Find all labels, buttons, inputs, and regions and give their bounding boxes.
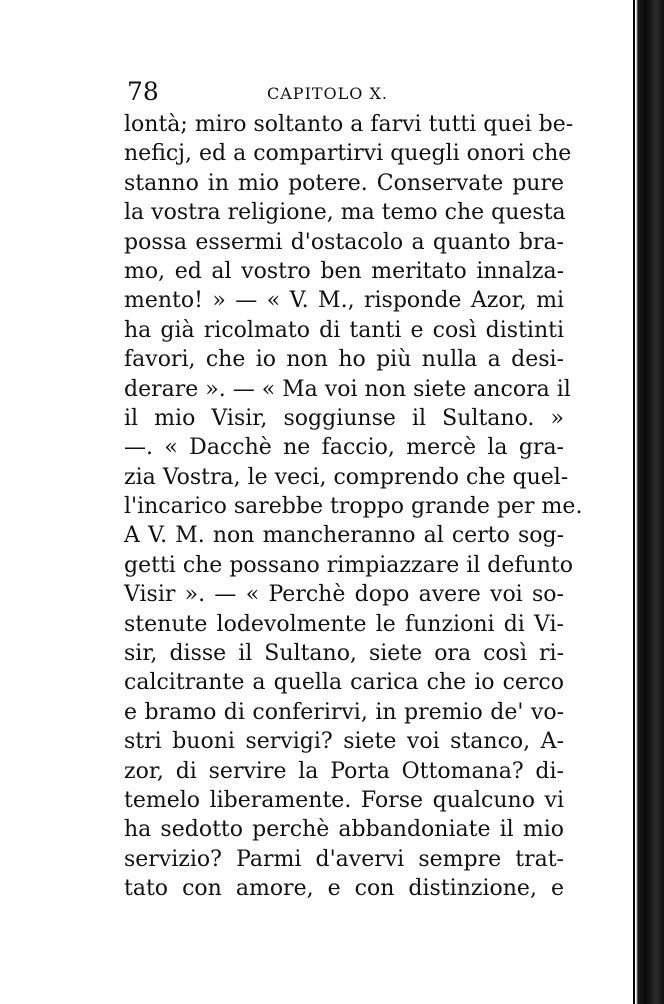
text-line: sir, disse il Sultano, siete ora così ri- bbox=[124, 641, 564, 667]
text-line: derare ». — « Ma voi non siete ancora il bbox=[124, 376, 571, 402]
text-line: Visir ». — « Perchè dopo avere voi so- bbox=[124, 582, 564, 608]
body-text bbox=[124, 110, 583, 904]
text-line: —. « Dacchè ne faccio, mercè la gra- bbox=[124, 435, 564, 461]
text-line: favori, che io non ho più nulla a desi- bbox=[124, 347, 564, 373]
text-line: zia Vostra, le veci, comprendo che quel- bbox=[124, 464, 569, 490]
text-line: l'incarico sarebbe troppo grande per me. bbox=[124, 494, 583, 520]
running-head: CAPITOLO X. bbox=[267, 84, 388, 103]
text-line: ha sedotto perchè abbandoniate il mio bbox=[124, 817, 564, 843]
text-line: lontà; miro soltanto a farvi tutti quei be- bbox=[124, 112, 574, 137]
text-line: la vostra religione, ma temo che questa bbox=[124, 200, 566, 226]
text-line: stenute lodevolmente le funzioni di Vi- bbox=[124, 611, 564, 637]
text-line: neficj, ed a compartirvi quegli onori che bbox=[124, 141, 572, 167]
text-line: A V. M. non mancheranno al certo sog- bbox=[124, 523, 564, 549]
text-line: e bramo di conferirvi, in premio de' vo- bbox=[124, 699, 564, 725]
text-line: stri buoni servigi? siete voi stanco, A- bbox=[124, 729, 564, 755]
text-line: servizio? Parmi d'avervi sempre trat- bbox=[124, 846, 564, 872]
text-line: stanno in mio potere. Conservate pure bbox=[124, 170, 564, 196]
text-line: zor, di servire la Porta Ottomana? di- bbox=[124, 758, 564, 784]
page-edge bbox=[634, 0, 664, 1004]
text-line: getti che possano rimpiazzare il defunto bbox=[124, 552, 573, 578]
page-header bbox=[127, 78, 565, 108]
text-line: mento! » — « V. M., risponde Azor, mi bbox=[124, 288, 564, 314]
page-number: 78 bbox=[127, 77, 159, 106]
text-line: temelo liberamente. Forse qualcuno vi bbox=[124, 787, 564, 813]
text-line: mo, ed al vostro ben meritato innalza- bbox=[124, 258, 564, 284]
text-line: possa essermi d'ostacolo a quanto bra- bbox=[124, 229, 564, 255]
text-line: ha già ricolmato di tanti e così distinti bbox=[124, 317, 564, 343]
text-line: tato con amore, e con distinzione, e bbox=[124, 876, 564, 902]
page-edge-line bbox=[633, 0, 635, 1004]
text-line: calcitrante a quella carica che io cerco bbox=[124, 670, 564, 696]
text-line: il mio Visir, soggiunse il Sultano. » bbox=[124, 405, 564, 431]
